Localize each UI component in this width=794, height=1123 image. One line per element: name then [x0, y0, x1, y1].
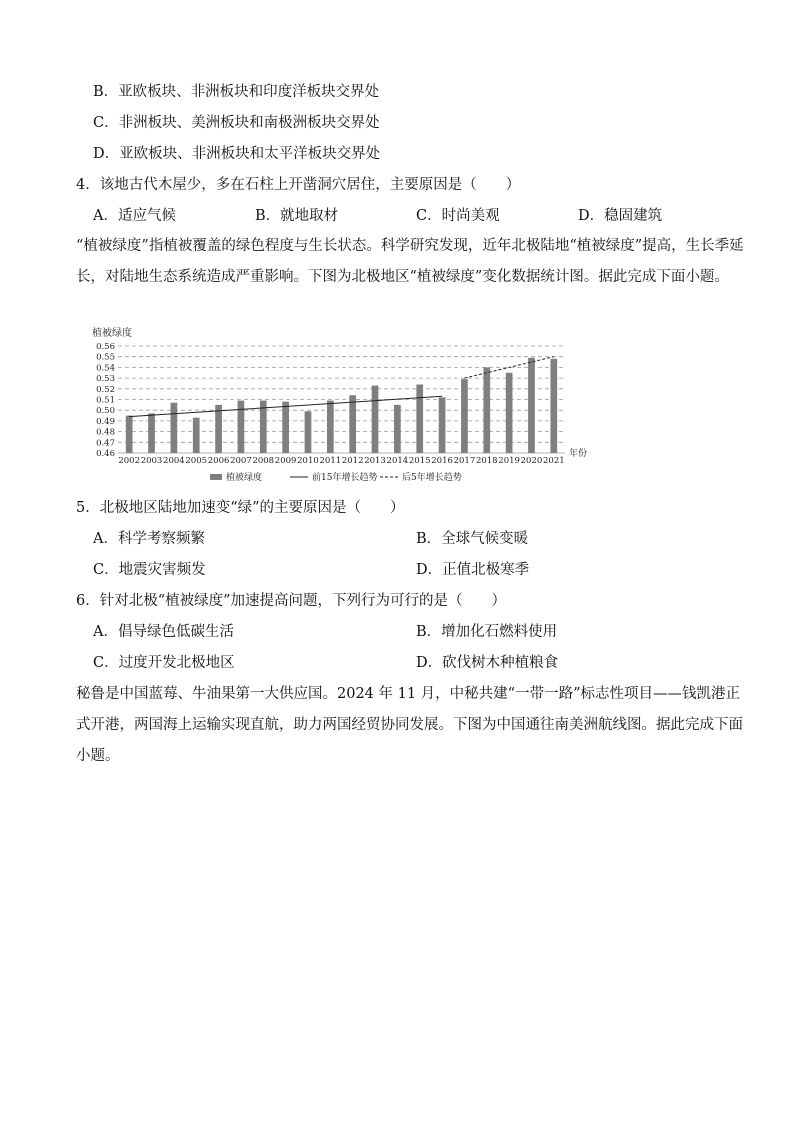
x-tick-label: 2013 — [364, 456, 386, 466]
x-tick-label: 2014 — [386, 456, 409, 466]
q4-stem: 4．该地古代木屋少，多在石柱上开凿洞穴居住，主要原因是（ ） — [76, 177, 521, 193]
x-tick-label: 2020 — [520, 456, 543, 466]
bar-2011 — [327, 401, 334, 453]
legend-label-trend1: 前15年增长趋势 — [312, 473, 378, 483]
y-tick-label: 0.53 — [96, 374, 115, 385]
x-tick-label: 2015 — [408, 456, 431, 466]
q4-option-d: D．稳固建筑 — [578, 208, 663, 224]
chart-ylabel: 植被绿度 — [92, 328, 132, 339]
material-paragraph-peru: 秘鲁是中国蓝莓、牛油果第一大供应国。2024 年 11 月，中秘共建“一带一路”标志性项目——钱凯港正式开港，两国海上运输实现直航，助力两国经贸协同发展。下图为中国通往南美洲航线图。据此完成下面小题。 — [76, 686, 743, 764]
bar-2002 — [126, 416, 133, 453]
x-tick-label: 2012 — [341, 456, 364, 466]
q6-option-a: A．倡导绿色低碳生活 — [93, 624, 234, 640]
x-tick-label: 2004 — [163, 456, 185, 466]
x-tick-label: 2009 — [274, 456, 297, 466]
bar-2016 — [439, 397, 446, 453]
x-tick-label: 2002 — [118, 456, 140, 466]
bar-2017 — [461, 379, 468, 453]
q5-option-c: C．地震灾害频发 — [93, 562, 206, 578]
chart-svg — [90, 323, 600, 491]
x-tick-label: 2011 — [319, 456, 342, 466]
x-tick-label: 2007 — [230, 456, 252, 466]
q3-option-c: C．非洲板块、美洲板块和南极洲板块交界处 — [93, 115, 380, 131]
bar-2013 — [372, 386, 379, 453]
x-tick-label: 2006 — [207, 456, 230, 466]
bar-2018 — [483, 367, 490, 453]
y-tick-label: 0.48 — [96, 427, 115, 438]
q6-stem: 6．针对北极“植被绿度”加速提高问题，下列行为可行的是（ ） — [76, 593, 507, 609]
bar-2019 — [506, 373, 513, 453]
x-tick-label: 2016 — [431, 456, 453, 466]
q6-option-d: D．砍伐树木种植粮食 — [416, 655, 559, 671]
x-tick-label: 2021 — [543, 456, 565, 466]
q3-option-d: D．亚欧板块、非洲板块和太平洋板块交界处 — [93, 146, 381, 162]
q6-option-b: B．增加化石燃料使用 — [416, 624, 558, 640]
bar-2006 — [215, 405, 222, 453]
bar-2009 — [282, 402, 289, 453]
bar-2004 — [171, 403, 178, 453]
legend-label-trend2: 后5年增长趋势 — [402, 473, 462, 483]
chart-xlabel: 年份 — [569, 449, 588, 459]
bar-2012 — [349, 395, 356, 453]
q4-option-b: B．就地取材 — [255, 208, 339, 224]
x-tick-label: 2010 — [297, 456, 319, 466]
y-tick-label: 0.50 — [96, 406, 115, 417]
bar-2005 — [193, 418, 200, 453]
bar-2020 — [528, 358, 535, 453]
bar-2003 — [148, 413, 155, 453]
x-tick-label: 2003 — [140, 456, 163, 466]
y-tick-label: 0.52 — [96, 384, 115, 395]
y-tick-label: 0.55 — [96, 352, 115, 363]
y-tick-label: 0.54 — [96, 363, 115, 374]
x-tick-label: 2017 — [453, 456, 476, 466]
q5-option-a: A．科学考察频繁 — [93, 531, 205, 547]
y-tick-label: 0.49 — [96, 416, 115, 427]
legend-label-bars: 植被绿度 — [226, 473, 263, 483]
q4-option-c: C．时尚美观 — [416, 208, 500, 224]
q3-option-b: B．亚欧板块、非洲板块和印度洋板块交界处 — [93, 84, 380, 100]
legend-swatch-bars — [210, 474, 222, 480]
y-tick-label: 0.46 — [96, 449, 115, 459]
y-tick-label: 0.56 — [96, 342, 115, 352]
q4-option-a: A．适应气候 — [93, 208, 176, 224]
x-tick-label: 2019 — [498, 456, 520, 466]
q5-option-d: D．正值北极寒季 — [416, 562, 530, 578]
y-tick-label: 0.51 — [96, 395, 115, 406]
y-tick-label: 0.47 — [96, 438, 115, 449]
material-paragraph-vegetation: “植被绿度”指植被覆盖的绿色程度与生长状态。科学研究发现，近年北极陆地“植被绿度”提高，生长季延长，对陆地生态系统造成严重影响。下图为北极地区“植被绿度”变化数据统计图。据此完成下面小题。 — [76, 238, 744, 285]
vegetation-greenness-chart — [90, 323, 600, 491]
x-tick-label: 2018 — [475, 456, 498, 466]
x-tick-label: 2008 — [252, 456, 275, 466]
bar-2021 — [550, 359, 557, 453]
bar-2014 — [394, 405, 401, 453]
q6-option-c: C．过度开发北极地区 — [93, 655, 235, 671]
bar-2015 — [416, 385, 423, 453]
bar-2007 — [238, 401, 245, 453]
x-tick-label: 2005 — [185, 456, 208, 466]
q5-stem: 5．北极地区陆地加速变“绿”的主要原因是（ ） — [76, 500, 405, 516]
q5-option-b: B．全球气候变暖 — [416, 531, 529, 547]
bar-2010 — [305, 411, 312, 453]
